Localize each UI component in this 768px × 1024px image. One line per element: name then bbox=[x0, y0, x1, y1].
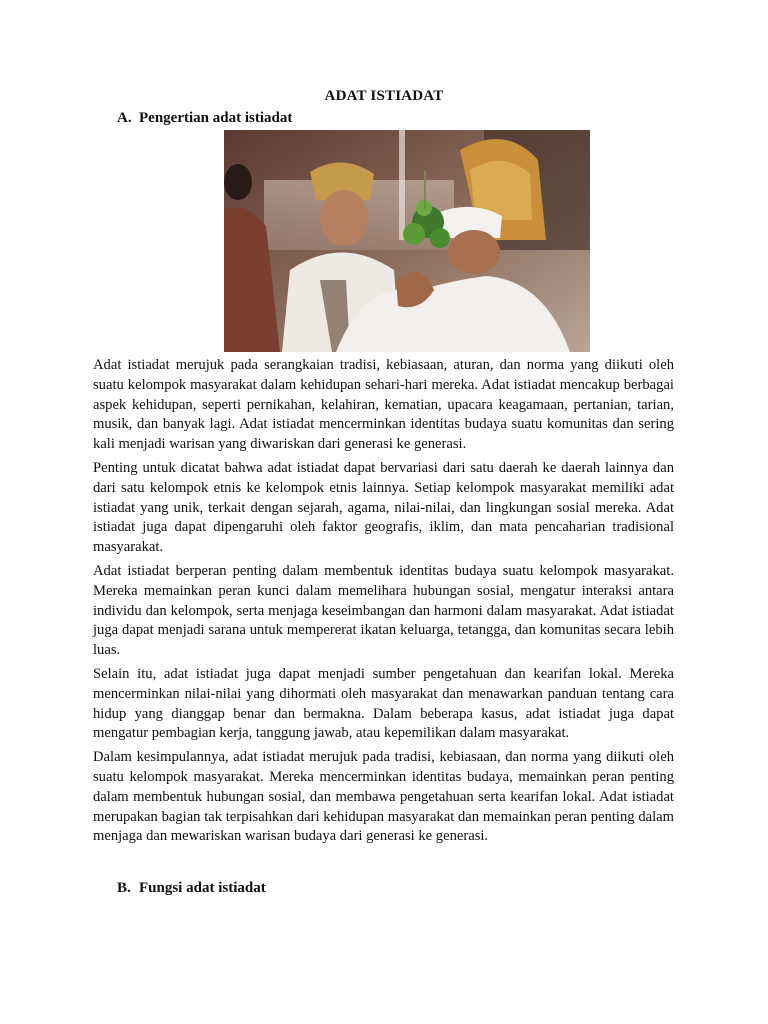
paragraph-3: Adat istiadat berperan penting dalam membentuk identitas budaya suatu kelompok masyarakat. Mereka memainkan peran kunci dalam memelihara hubungan sosial, mengatur interaksi antara individu dan kelompok, serta menjaga keseimbangan dan harmoni dalam masyarakat. Adat istiadat juga dapat menjadi sarana untuk mempererat ikatan keluarga, tetangga, dan komunitas secara lebih luas. bbox=[93, 562, 674, 659]
section-heading-b bbox=[117, 880, 266, 897]
section-a-label: Pengertian adat istiadat bbox=[139, 110, 293, 126]
section-a-letter: A. bbox=[117, 110, 132, 126]
section-b-letter: B. bbox=[117, 880, 131, 896]
section-heading-a bbox=[117, 110, 292, 127]
section-b-label: Fungsi adat istiadat bbox=[139, 880, 266, 896]
paragraph-5: Dalam kesimpulannya, adat istiadat merujuk pada tradisi, kebiasaan, dan norma yang diikuti oleh suatu kelompok masyarakat. Mereka mencerminkan identitas budaya, memainkan peran penting dalam membentuk hubungan sosial, dan membawa pengetahuan serta kearifan lokal. Adat istiadat merupakan bagian tak terpisahkan dari kehidupan masyarakat dan memainkan peran penting dalam menjaga dan mewariskan warisan budaya dari generasi ke generasi. bbox=[93, 749, 674, 845]
body-text bbox=[93, 356, 674, 851]
paragraph-1: Adat istiadat merujuk pada serangkaian tradisi, kebiasaan, aturan, dan norma yang diikuti oleh suatu kelompok masyarakat dalam kehidupan sehari-hari mereka. Adat istiadat mencakup berbagai aspek kehidupan, seperti pernikahan, kelahiran, kematian, upacara keagamaan, pertanian, tarian, musik, dan banyak lagi. Adat istiadat mencerminkan identitas budaya suatu komunitas dan sering kali menjadi warisan yang diwariskan dari generasi ke generasi. bbox=[93, 357, 674, 453]
paragraph-4: Selain itu, adat istiadat juga dapat menjadi sumber pengetahuan dan kearifan lokal. Mereka mencerminkan nilai-nilai yang dihormati oleh masyarakat dan menawarkan panduan tentang cara hidup yang dianggap benar dan bermakna. Dalam beberapa kasus, adat istiadat juga dapat mengatur pembagian kerja, tanggung jawab, atau kepemilikan dalam masyarakat. bbox=[93, 665, 674, 742]
document-title: ADAT ISTIADAT bbox=[324, 88, 444, 104]
paragraph-2: Penting untuk dicatat bahwa adat istiadat dapat bervariasi dari satu daerah ke daerah lainnya dan dari satu kelompok etnis ke kelompok etnis lainnya. Setiap kelompok masyarakat memiliki adat istiadat yang unik, terkait dengan sejarah, agama, nilai-nilai, dan lingkungan sosial mereka. Adat istiadat juga dapat dipengaruhi oleh faktor geografis, iklim, dan mata pencaharian tradisional masyarakat. bbox=[93, 459, 674, 556]
ceremony-photo bbox=[224, 130, 590, 352]
ceremony-photo-icon bbox=[224, 130, 590, 352]
